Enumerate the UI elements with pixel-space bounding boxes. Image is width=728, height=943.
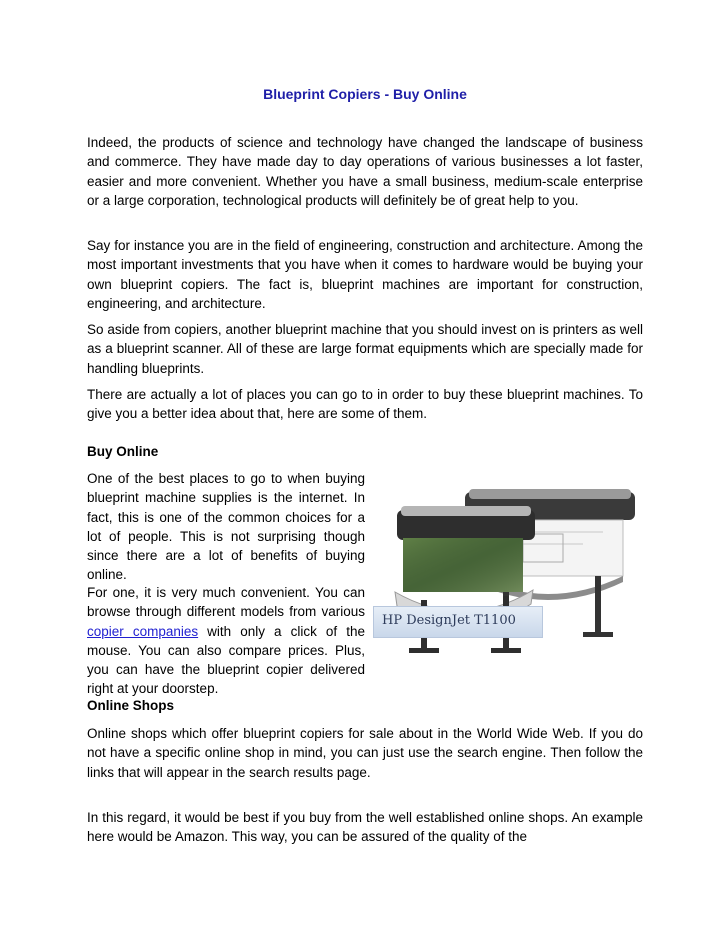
places-paragraph: There are actually a lot of places you can go to in order to buy these blueprint machines. To give you a better idea about that, here are some of them. bbox=[87, 387, 643, 422]
scanner-paragraph: So aside from copiers, another blueprint machine that you should invest on is printers as well as a blueprint scanner. All of these are large format equipments which are specially made for handling blueprints. bbox=[87, 322, 643, 376]
copier-companies-link[interactable]: copier companies bbox=[87, 623, 199, 639]
engineering-paragraph: Say for instance you are in the field of engineering, construction and architecture. Among the most important investments that you have when it comes to hardware would be buying your own blueprint copiers. The fact is, blueprint machines are important for construction, engineering, and architecture. bbox=[87, 238, 643, 311]
online-shops-heading: Online Shops bbox=[87, 698, 175, 713]
convenience-paragraph bbox=[87, 583, 365, 699]
figure-caption-bar bbox=[373, 606, 543, 638]
buy-online-paragraph: One of the best places to go to when buying blueprint machine supplies is the internet. In fact, this is one of the common choices for a lot of people. This is not surprising though since there are a lot of benefits of buying online. bbox=[87, 471, 365, 583]
intro-paragraph: Indeed, the products of science and technology have changed the landscape of business and commerce. They have made day to day operations of various businesses a lot faster, easier and more convenient. Whether you have a small business, medium-scale enterprise or a large corporation, technological products will definitely be of great help to you. bbox=[87, 135, 643, 208]
figure-caption: HP DesignJet T1100 bbox=[382, 613, 516, 628]
convenience-text-after: with only a click of the mouse. You can also compare prices. Plus, you can have the blueprint copier delivered right at your doorstep. bbox=[87, 623, 365, 697]
established-shops-paragraph: In this regard, it would be best if you buy from the well established online shops. An example here would be Amazon. This way, you can be assured of the quality of the bbox=[87, 810, 643, 845]
printer-figure bbox=[373, 472, 643, 662]
convenience-text-before: For one, it is very much convenient. You can browse through different models from various bbox=[87, 585, 365, 620]
page-title: Blueprint Copiers - Buy Online bbox=[263, 86, 467, 102]
online-shops-paragraph: Online shops which offer blueprint copiers for sale about in the World Wide Web. If you do not have a specific online shop in mind, you can just use the search engine. Then follow the links that will appear in the search results page. bbox=[87, 726, 643, 780]
buy-online-heading: Buy Online bbox=[87, 444, 159, 459]
